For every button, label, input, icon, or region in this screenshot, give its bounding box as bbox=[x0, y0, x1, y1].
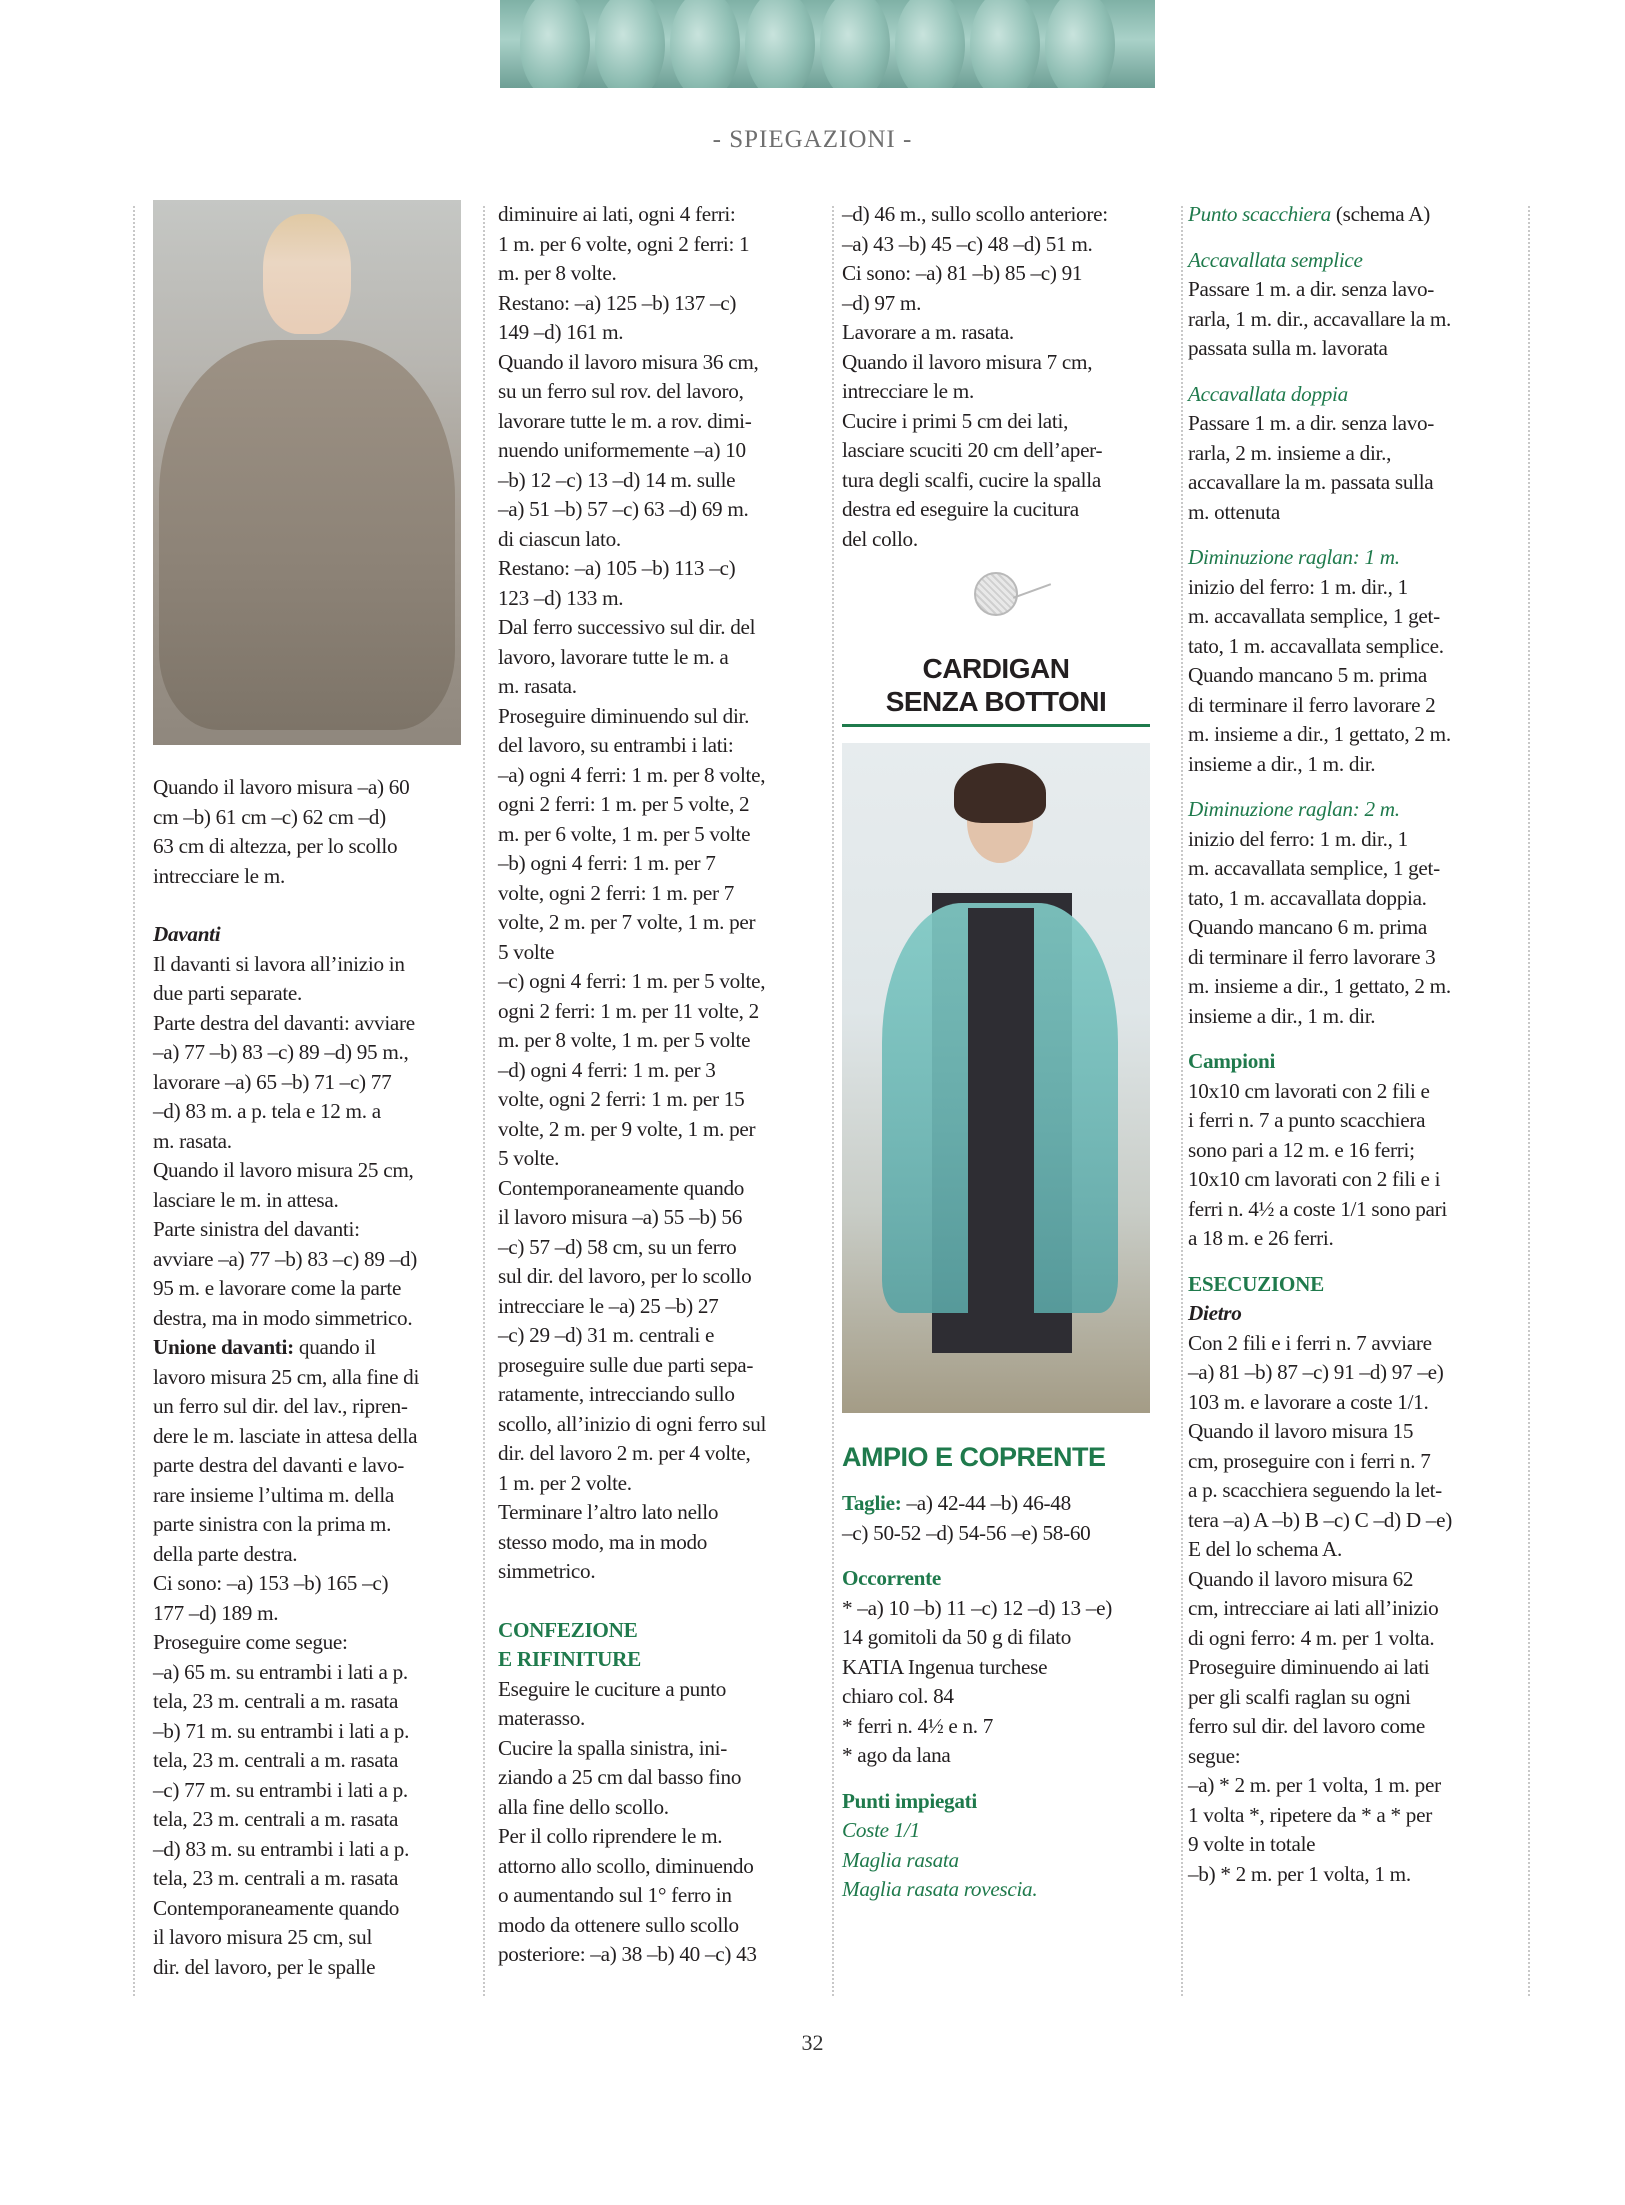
text-line: su un ferro sul rov. del lavoro, bbox=[498, 379, 744, 403]
text-line: 5 volte bbox=[498, 939, 555, 964]
column-divider bbox=[832, 206, 834, 1996]
text-line: Proseguire diminuendo ai lati bbox=[1188, 1655, 1430, 1679]
text-line: ogni 2 ferri: 1 m. per 11 volte, 2 bbox=[498, 998, 759, 1023]
text-line: tura degli scalfi, cucire la spalla bbox=[842, 467, 1101, 492]
occorrente-heading: Occorrente bbox=[842, 1566, 941, 1590]
text-block bbox=[153, 1363, 469, 1983]
text-line: Contemporaneamente quando bbox=[498, 1175, 745, 1200]
text-line: inizio del ferro: 1 m. dir., 1 bbox=[1188, 826, 1408, 851]
text-line: m. accavallata semplice, 1 get- bbox=[1188, 604, 1440, 628]
column-2 bbox=[498, 200, 808, 2000]
text-block bbox=[1188, 825, 1518, 1032]
text-line: Con 2 fili e i ferri n. 7 avviare bbox=[1188, 1330, 1432, 1355]
text-line: tato, 1 m. accavallata doppia. bbox=[1188, 885, 1427, 910]
text-line: il lavoro misura 25 cm, sul bbox=[153, 1925, 373, 1949]
shawl-photo bbox=[153, 200, 461, 745]
text-line: * ferri n. 4½ e n. 7 bbox=[842, 1713, 994, 1738]
text-line: chiaro col. 84 bbox=[842, 1684, 954, 1708]
text-block bbox=[842, 200, 1162, 554]
text-line: –a) 77 –b) 83 –c) 89 –d) 95 m., bbox=[153, 1040, 409, 1064]
text-line: posteriore: –a) 38 –b) 40 –c) 43 bbox=[498, 1942, 757, 1966]
text-line: 10x10 cm lavorati con 2 fili e i bbox=[1188, 1167, 1441, 1191]
text-line: –d) 97 m. bbox=[842, 290, 922, 315]
column-3 bbox=[842, 200, 1162, 2000]
text-line: –c) ogni 4 ferri: 1 m. per 5 volte, bbox=[498, 969, 766, 993]
text-line: –a) * 2 m. per 1 volta, 1 m. per bbox=[1188, 1773, 1441, 1797]
text-line: lavoro, lavorare tutte le m. a bbox=[498, 644, 729, 669]
text-line: destra ed eseguire la cucitura bbox=[842, 497, 1079, 521]
text-line: della parte destra. bbox=[153, 1541, 298, 1566]
acc-doppia-heading: Accavallata doppia bbox=[1188, 381, 1348, 406]
text-line: sul dir. del lavoro, per lo scollo bbox=[498, 1264, 752, 1288]
text-line: Quando il lavoro misura 62 bbox=[1188, 1566, 1414, 1591]
text-line: tato, 1 m. accavallata semplice. bbox=[1188, 633, 1444, 658]
text-line: 1 m. per 6 volte, ogni 2 ferri: 1 bbox=[498, 231, 750, 256]
text-line: di ciascun lato. bbox=[498, 526, 621, 551]
text-line: –a) ogni 4 ferri: 1 m. per 8 volte, bbox=[498, 762, 766, 787]
text-line: Parte destra del davanti: avviare bbox=[153, 1010, 415, 1035]
text-line: volte, 2 m. per 9 volte, 1 m. per bbox=[498, 1116, 756, 1141]
text-line: diminuire ai lati, ogni 4 ferri: bbox=[498, 202, 736, 226]
esecuzione-heading: ESECUZIONE bbox=[1188, 1271, 1324, 1296]
text-line: –c) 77 m. su entrambi i lati a p. bbox=[153, 1777, 408, 1802]
text-line: Lavorare a m. rasata. bbox=[842, 320, 1014, 344]
text-line: insieme a dir., 1 m. dir. bbox=[1188, 751, 1376, 776]
text-line: * –a) 10 –b) 11 –c) 12 –d) 13 –e) bbox=[842, 1595, 1112, 1620]
text-block bbox=[1188, 275, 1518, 364]
text-line: –a) 81 –b) 87 –c) 91 –d) 97 –e) bbox=[1188, 1360, 1444, 1384]
text-line: rare insieme l’ultima m. della bbox=[153, 1482, 395, 1507]
punti-list bbox=[842, 1816, 1162, 1905]
text-line: m. per 6 volte, 1 m. per 5 volte bbox=[498, 821, 751, 846]
text-line: Quando il lavoro misura 25 cm, bbox=[153, 1158, 414, 1182]
column-divider bbox=[1181, 206, 1183, 1996]
unione-line: Unione davanti: quando il bbox=[153, 1335, 376, 1359]
text-line: scollo, all’inizio di ogni ferro sul bbox=[498, 1411, 767, 1436]
column-divider bbox=[1528, 206, 1530, 1996]
text-line: Proseguire diminuendo sul dir. bbox=[498, 703, 750, 728]
model-name: AMPIO E COPRENTE bbox=[842, 1442, 1106, 1472]
text-line: rarla, 1 m. dir., accavallare la m. bbox=[1188, 306, 1452, 331]
text-line: –b) ogni 4 ferri: 1 m. per 7 bbox=[498, 851, 716, 875]
text-line: –b) * 2 m. per 1 volta, 1 m. bbox=[1188, 1861, 1411, 1886]
text-line: Quando il lavoro misura 15 bbox=[1188, 1419, 1414, 1443]
text-line: KATIA Ingenua turchese bbox=[842, 1654, 1048, 1679]
text-line: Quando mancano 6 m. prima bbox=[1188, 915, 1428, 939]
text-line: 103 m. e lavorare a coste 1/1. bbox=[1188, 1389, 1429, 1414]
text-block bbox=[498, 1675, 808, 1970]
text-line: volte, 2 m. per 7 volte, 1 m. per bbox=[498, 910, 756, 934]
text-line: E del lo schema A. bbox=[1188, 1537, 1343, 1561]
text-line: Quando il lavoro misura –a) 60 bbox=[153, 775, 410, 799]
text-line: lasciare scuciti 20 cm dell’aper- bbox=[842, 438, 1103, 462]
text-line: 5 volte. bbox=[498, 1146, 560, 1170]
text-line: m. rasata. bbox=[498, 674, 577, 698]
text-line: lavoro misura 25 cm, alla fine di bbox=[153, 1364, 420, 1389]
text-line: tela, 23 m. centrali a m. rasata bbox=[153, 1866, 399, 1890]
text-line: a p. scacchiera seguendo la let- bbox=[1188, 1478, 1442, 1502]
text-line: di ogni ferro: 4 m. per 1 volta. bbox=[1188, 1625, 1435, 1650]
text-line: Restano: –a) 125 –b) 137 –c) bbox=[498, 290, 737, 315]
text-line: un ferro sul dir. del lav., ripren- bbox=[153, 1394, 408, 1418]
text-line: simmetrico. bbox=[498, 1559, 596, 1583]
text-line: Eseguire le cuciture a punto bbox=[498, 1676, 727, 1701]
text-line: intrecciare le –a) 25 –b) 27 bbox=[498, 1293, 719, 1318]
dietro-heading: Dietro bbox=[1188, 1301, 1242, 1325]
text-block bbox=[153, 950, 469, 1334]
taglie-line-2: –c) 50-52 –d) 54-56 –e) 58-60 bbox=[842, 1520, 1091, 1545]
text-line: il lavoro misura –a) 55 –b) 56 bbox=[498, 1205, 743, 1229]
text-line: di terminare il ferro lavorare 2 bbox=[1188, 692, 1436, 717]
text-line: Cucire i primi 5 cm dei lati, bbox=[842, 408, 1069, 433]
cardigan-photo bbox=[842, 743, 1150, 1413]
davanti-heading: Davanti bbox=[153, 922, 221, 946]
text-line: cm, proseguire con i ferri n. 7 bbox=[1188, 1448, 1431, 1473]
page-number: 32 bbox=[801, 2030, 824, 2055]
text-line: 123 –d) 133 m. bbox=[498, 585, 624, 610]
dim2-heading: Diminuzione raglan: 2 m. bbox=[1188, 797, 1400, 821]
text-line: 14 gomitoli da 50 g di filato bbox=[842, 1625, 1072, 1649]
text-line: avviare –a) 77 –b) 83 –c) 89 –d) bbox=[153, 1246, 417, 1271]
text-line: cm, intrecciare ai lati all’inizio bbox=[1188, 1596, 1439, 1620]
text-block bbox=[1188, 573, 1518, 780]
text-block bbox=[1188, 1329, 1518, 1890]
text-line: 95 m. e lavorare come la parte bbox=[153, 1276, 402, 1300]
text-line: per gli scalfi raglan su ogni bbox=[1188, 1684, 1411, 1709]
dim1-heading: Diminuzione raglan: 1 m. bbox=[1188, 545, 1400, 569]
text-line: m. per 8 volte. bbox=[498, 261, 617, 285]
text-line: –d) ogni 4 ferri: 1 m. per 3 bbox=[498, 1057, 716, 1082]
text-line: –d) 83 m. a p. tela e 12 m. a bbox=[153, 1099, 381, 1123]
text-line: –b) 71 m. su entrambi i lati a p. bbox=[153, 1718, 410, 1743]
text-line: Contemporaneamente quando bbox=[153, 1895, 400, 1920]
text-line: Il davanti si lavora all’inizio in bbox=[153, 951, 405, 976]
text-line: –d) 46 m., sullo scollo anteriore: bbox=[842, 202, 1108, 226]
text-line: –d) 83 m. su entrambi i lati a p. bbox=[153, 1836, 410, 1861]
column-4 bbox=[1188, 200, 1518, 2000]
text-line: m. insieme a dir., 1 gettato, 2 m. bbox=[1188, 722, 1451, 746]
text-line: tera –a) A –b) B –c) C –d) D –e) bbox=[1188, 1507, 1452, 1532]
text-block bbox=[1188, 409, 1518, 527]
column-1 bbox=[153, 200, 469, 2000]
text-line: Passare 1 m. a dir. senza lavo- bbox=[1188, 277, 1435, 301]
text-line: insieme a dir., 1 m. dir. bbox=[1188, 1003, 1376, 1028]
text-line: Per il collo riprendere le m. bbox=[498, 1824, 723, 1848]
text-line: ogni 2 ferri: 1 m. per 5 volte, 2 bbox=[498, 792, 750, 816]
text-line: a 18 m. e 26 ferri. bbox=[1188, 1226, 1334, 1250]
text-line: di terminare il ferro lavorare 3 bbox=[1188, 944, 1436, 969]
text-line: Proseguire come segue: bbox=[153, 1630, 348, 1654]
text-line: tela, 23 m. centrali a m. rasata bbox=[153, 1689, 399, 1713]
text-line: Quando il lavoro misura 7 cm, bbox=[842, 349, 1093, 374]
text-line: lavorare tutte le m. a rov. dimi- bbox=[498, 408, 752, 433]
taglie-line: Taglie: –a) 42-44 –b) 46-48 bbox=[842, 1491, 1071, 1515]
text-line: Ci sono: –a) 153 –b) 165 –c) bbox=[153, 1571, 389, 1595]
text-line: alla fine dello scollo. bbox=[498, 1794, 669, 1819]
text-line: tela, 23 m. centrali a m. rasata bbox=[153, 1807, 399, 1831]
campioni-heading: Campioni bbox=[1188, 1049, 1276, 1073]
text-line: 10x10 cm lavorati con 2 fili e bbox=[1188, 1078, 1430, 1103]
text-line: dere le m. lasciate in attesa della bbox=[153, 1423, 418, 1448]
confezione-heading: CONFEZIONE E RIFINITURE bbox=[498, 1617, 641, 1671]
text-line: 63 cm di altezza, per lo scollo bbox=[153, 834, 398, 858]
pattern-title: CARDIGAN SENZA BOTTONI bbox=[842, 652, 1150, 727]
text-line: –a) 51 –b) 57 –c) 63 –d) 69 m. bbox=[498, 497, 749, 521]
text-line: 1 m. per 2 volte. bbox=[498, 1470, 632, 1495]
text-line: Maglia rasata rovescia. bbox=[842, 1877, 1038, 1901]
text-line: m. insieme a dir., 1 gettato, 2 m. bbox=[1188, 974, 1451, 998]
text-line: ratamente, intrecciando sullo bbox=[498, 1382, 735, 1406]
text-line: Coste 1/1 bbox=[842, 1818, 920, 1842]
section-header: - SPIEGAZIONI - bbox=[712, 126, 913, 153]
text-line: del collo. bbox=[842, 526, 918, 551]
text-line: volte, ogni 2 ferri: 1 m. per 7 bbox=[498, 880, 735, 905]
text-line: 177 –d) 189 m. bbox=[153, 1600, 279, 1625]
text-line: m. ottenuta bbox=[1188, 499, 1281, 524]
text-block bbox=[1188, 1077, 1518, 1254]
text-line: –a) 43 –b) 45 –c) 48 –d) 51 m. bbox=[842, 231, 1093, 256]
text-line: intrecciare le m. bbox=[153, 863, 285, 888]
knit-texture-banner bbox=[500, 0, 1155, 88]
text-line: Quando il lavoro misura 36 cm, bbox=[498, 349, 759, 374]
text-line: –a) 65 m. su entrambi i lati a p. bbox=[153, 1659, 408, 1684]
text-line: accavallare la m. passata sulla bbox=[1188, 470, 1434, 494]
text-line: Maglia rasata bbox=[842, 1847, 959, 1872]
text-block bbox=[498, 200, 808, 1587]
text-line: dir. del lavoro 2 m. per 4 volte, bbox=[498, 1441, 751, 1465]
text-line: –c) 57 –d) 58 cm, su un ferro bbox=[498, 1234, 737, 1259]
text-line: Parte sinistra del davanti: bbox=[153, 1217, 360, 1241]
text-line: ferri n. 4½ a coste 1/1 sono pari bbox=[1188, 1196, 1447, 1221]
text-line: 1 volta *, ripetere da * a * per bbox=[1188, 1802, 1432, 1827]
acc-semplice-heading: Accavallata semplice bbox=[1188, 247, 1363, 272]
text-line: Ci sono: –a) 81 –b) 85 –c) 91 bbox=[842, 261, 1083, 285]
text-line: Cucire la spalla sinistra, ini- bbox=[498, 1735, 727, 1760]
text-line: * ago da lana bbox=[842, 1743, 951, 1767]
text-line: intrecciare le m. bbox=[842, 379, 974, 403]
text-line: del lavoro, su entrambi i lati: bbox=[498, 733, 734, 757]
text-line: 149 –d) 161 m. bbox=[498, 320, 624, 344]
column-divider bbox=[483, 206, 485, 1996]
text-line: sono pari a 12 m. e 16 ferri; bbox=[1188, 1137, 1415, 1162]
text-line: Restano: –a) 105 –b) 113 –c) bbox=[498, 556, 736, 580]
text-line: i ferri n. 7 a punto scacchiera bbox=[1188, 1108, 1426, 1132]
text-line: parte sinistra con la prima m. bbox=[153, 1512, 392, 1536]
text-line: m. per 8 volte, 1 m. per 5 volte bbox=[498, 1028, 751, 1052]
text-line: –b) 12 –c) 13 –d) 14 m. sulle bbox=[498, 467, 736, 492]
text-line: proseguire sulle due parti sepa- bbox=[498, 1352, 754, 1377]
text-line: ferro sul dir. del lavoro come bbox=[1188, 1714, 1425, 1738]
text-line: cm –b) 61 cm –c) 62 cm –d) bbox=[153, 804, 386, 829]
occorrente-list bbox=[842, 1594, 1162, 1771]
text-line: m. accavallata semplice, 1 get- bbox=[1188, 856, 1440, 880]
punti-heading: Punti impiegati bbox=[842, 1788, 977, 1813]
text-line: Terminare l’altro lato nello bbox=[498, 1500, 719, 1524]
text-line: destra, ma in modo simmetrico. bbox=[153, 1305, 413, 1330]
text-line: dir. del lavoro, per le spalle bbox=[153, 1954, 376, 1979]
text-line: segue: bbox=[1188, 1743, 1241, 1768]
text-line: o aumentando sul 1° ferro in bbox=[498, 1883, 732, 1907]
text-line: stesso modo, ma in modo bbox=[498, 1529, 708, 1554]
text-line: rarla, 2 m. insieme a dir., bbox=[1188, 440, 1392, 465]
text-line: 9 volte in totale bbox=[1188, 1832, 1316, 1856]
text-line: modo da ottenere sullo scollo bbox=[498, 1912, 739, 1937]
text-line: inizio del ferro: 1 m. dir., 1 bbox=[1188, 574, 1408, 599]
text-line: Dal ferro successivo sul dir. del bbox=[498, 615, 756, 639]
yarn-ball-icon bbox=[842, 572, 1150, 632]
text-line: lasciare le m. in attesa. bbox=[153, 1187, 339, 1212]
text-line: –c) 29 –d) 31 m. centrali e bbox=[498, 1323, 715, 1347]
text-line: passata sulla m. lavorata bbox=[1188, 336, 1388, 360]
text-line: lavorare –a) 65 –b) 71 –c) 77 bbox=[153, 1069, 392, 1094]
text-block bbox=[153, 773, 469, 891]
text-line: Passare 1 m. a dir. senza lavo- bbox=[1188, 411, 1435, 435]
text-line: ziando a 25 cm dal basso fino bbox=[498, 1765, 742, 1789]
text-line: nuendo uniformemente –a) 10 bbox=[498, 438, 746, 462]
text-line: m. rasata. bbox=[153, 1128, 232, 1153]
text-line: tela, 23 m. centrali a m. rasata bbox=[153, 1748, 399, 1772]
text-line: materasso. bbox=[498, 1706, 586, 1730]
column-divider bbox=[133, 206, 135, 1996]
text-line: parte destra del davanti e lavo- bbox=[153, 1453, 405, 1477]
scacchiera-line: Punto scacchiera (schema A) bbox=[1188, 202, 1430, 226]
text-line: volte, ogni 2 ferri: 1 m. per 15 bbox=[498, 1087, 745, 1111]
text-line: due parti separate. bbox=[153, 981, 303, 1005]
text-line: Quando mancano 5 m. prima bbox=[1188, 663, 1428, 687]
text-line: attorno allo scollo, diminuendo bbox=[498, 1853, 754, 1878]
